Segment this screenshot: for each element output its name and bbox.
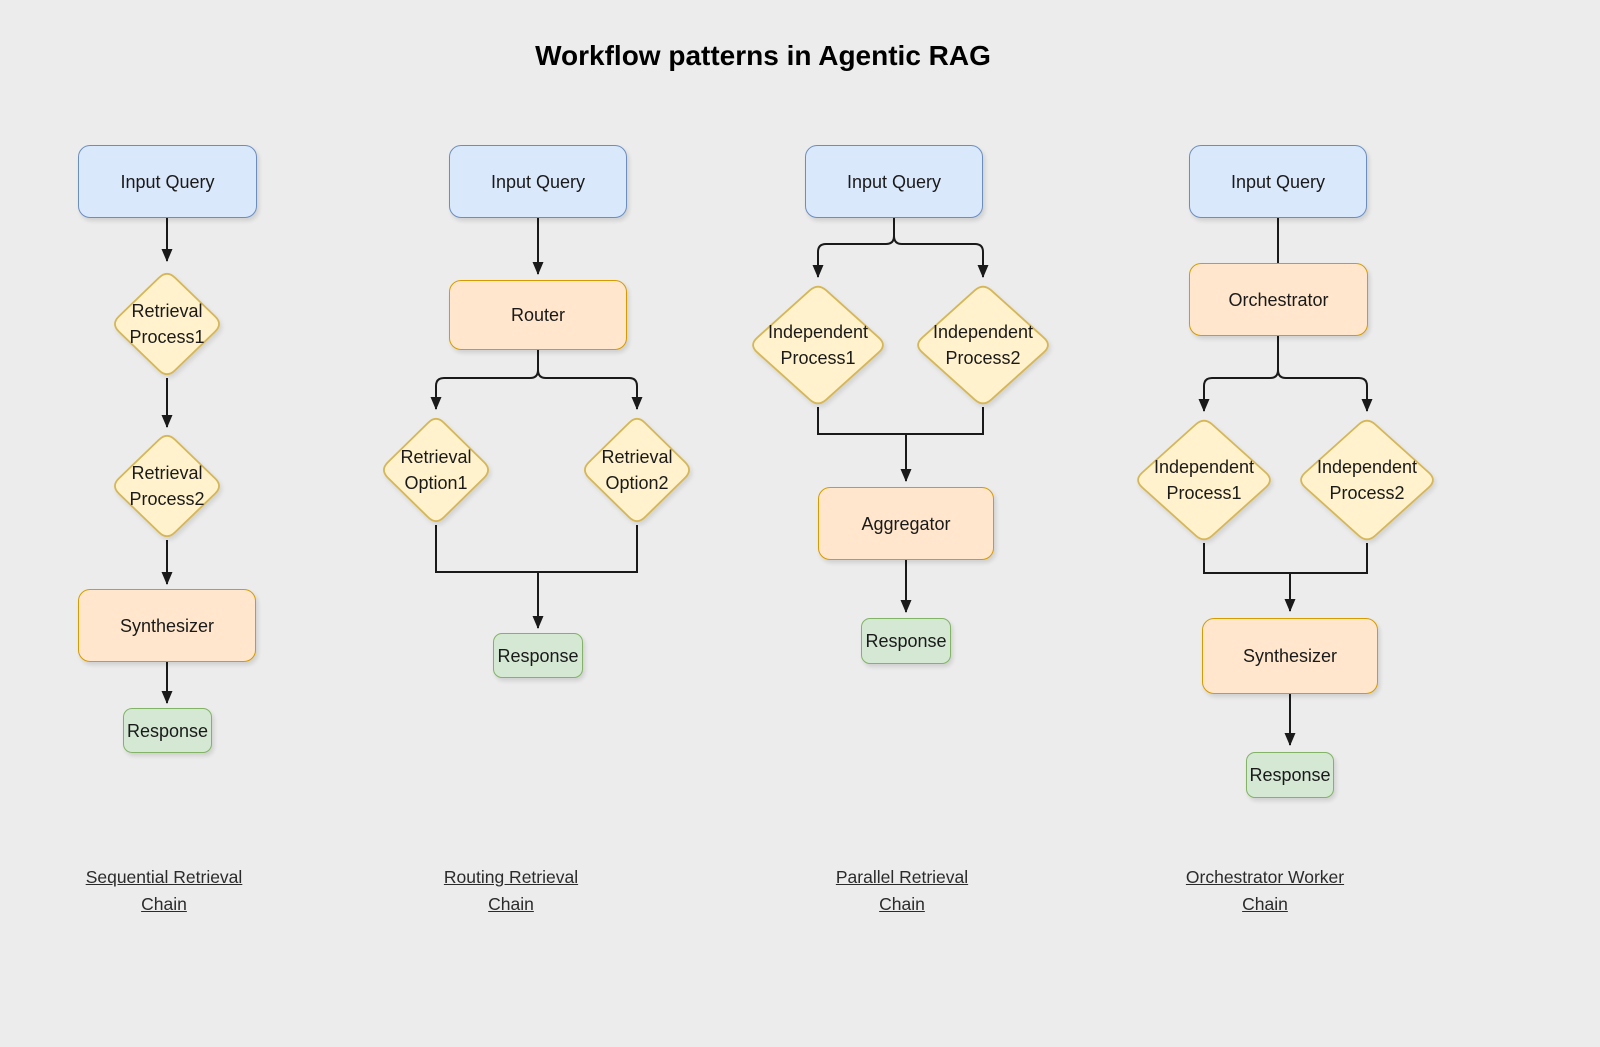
node-seq-response: Response [123, 708, 212, 753]
edge-route-router-to-option1 [436, 350, 538, 409]
caption-orchestrator-worker-chain: Orchestrator Worker Chain [1185, 867, 1345, 914]
caption-parallel-retrieval-chain: Parallel Retrieval Chain [835, 867, 969, 914]
node-orch-response: Response [1246, 752, 1334, 798]
node-seq-synthesizer: Synthesizer [78, 589, 256, 662]
edge-par-input-to-process1 [818, 218, 894, 277]
caption-sequential-retrieval-chain: Sequential Retrieval Chain [85, 867, 243, 914]
node-orch-independent-process1: Independent Process1 [1130, 413, 1278, 547]
node-route-retrieval-option1: Retrieval Option1 [376, 411, 496, 529]
node-route-retrieval-option2: Retrieval Option2 [577, 411, 697, 529]
edge-orch-merge-bar [1204, 543, 1367, 573]
edge-route-router-to-option2 [538, 350, 637, 409]
edge-orch-orchestrator-to-process1 [1204, 336, 1278, 411]
node-orch-orchestrator: Orchestrator [1189, 263, 1368, 336]
node-orch-independent-process2: Independent Process2 [1293, 413, 1441, 547]
node-orch-input-query: Input Query [1189, 145, 1367, 218]
edge-par-merge-bar [818, 407, 983, 434]
node-route-router: Router [449, 280, 627, 350]
edge-orch-orchestrator-to-process2 [1278, 336, 1367, 411]
node-par-independent-process2: Independent Process2 [910, 279, 1056, 411]
node-route-response: Response [493, 633, 583, 678]
edge-route-merge-bar [436, 525, 637, 572]
caption-routing-retrieval-chain: Routing Retrieval Chain [443, 867, 579, 914]
node-par-independent-process1: Independent Process1 [745, 279, 891, 411]
node-route-input-query: Input Query [449, 145, 627, 218]
node-par-response: Response [861, 618, 951, 664]
node-seq-retrieval-process2: Retrieval Process2 [107, 428, 227, 544]
node-par-aggregator: Aggregator [818, 487, 994, 560]
page-title: Workflow patterns in Agentic RAG [535, 40, 991, 71]
node-orch-synthesizer: Synthesizer [1202, 618, 1378, 694]
node-seq-retrieval-process1: Retrieval Process1 [107, 266, 227, 382]
node-seq-input-query: Input Query [78, 145, 257, 218]
edge-par-input-to-process2 [894, 218, 983, 277]
node-par-input-query: Input Query [805, 145, 983, 218]
